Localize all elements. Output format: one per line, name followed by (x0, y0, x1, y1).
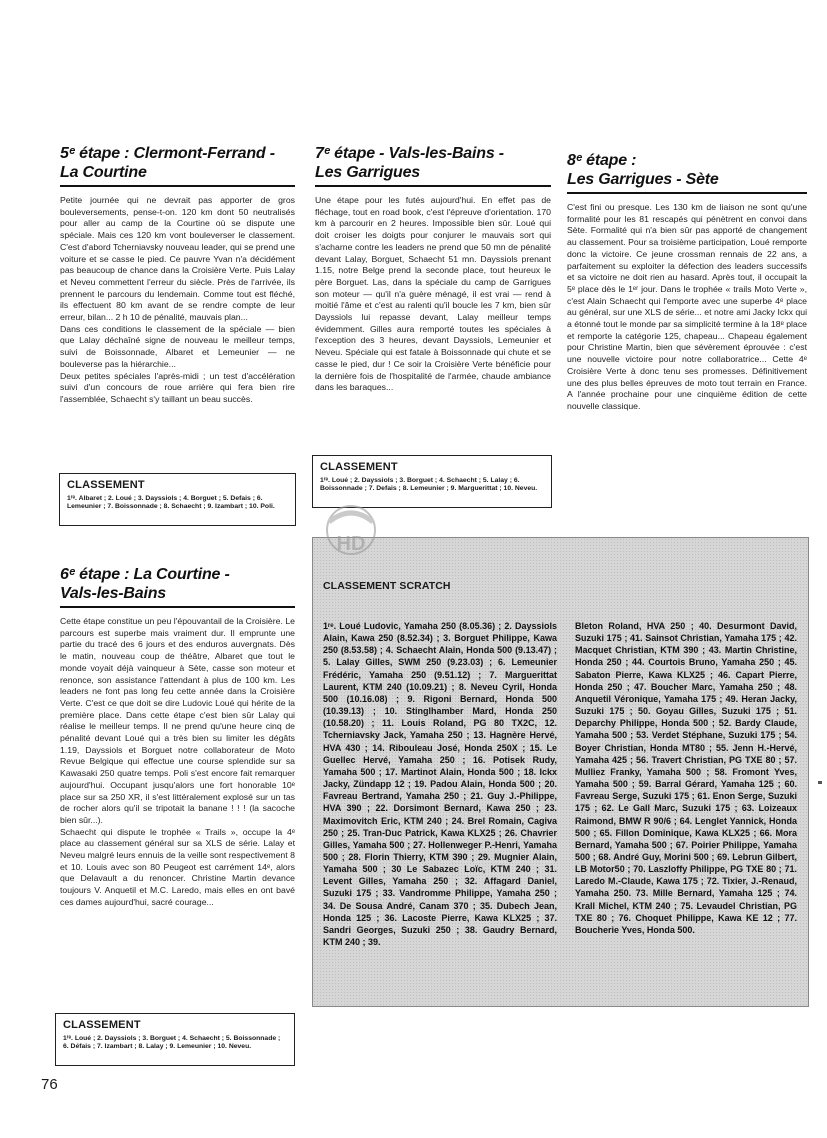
etape5-title-line1: 5ᵉ étape : Clermont-Ferrand - (60, 145, 275, 162)
etape5-section (60, 144, 295, 406)
etape5-classement-text: 1ʳᵉ. Albaret ; 2. Loué ; 3. Dayssiols ; 4. Borguet ; 5. Defais ; 6. Lemeunier ; 7. Boissonnade ; 8. Schaecht ; 9. Izambart ; 10. Poli. (67, 495, 275, 511)
classement-scratch-title: CLASSEMENT SCRATCH (323, 580, 451, 592)
etape6-title-line1: 6ᵉ étape : La Courtine - (60, 566, 230, 583)
classement-scratch-box (312, 537, 809, 1007)
etape5-title-rule (60, 185, 295, 187)
etape5-classement-box (59, 473, 296, 526)
etape7-title-rule (315, 185, 551, 187)
watermark-logo (317, 500, 385, 568)
etape8-title-rule (567, 192, 807, 194)
watermark-logo-icon (317, 500, 385, 568)
etape5-title-line2: La Courtine (60, 164, 147, 181)
etape8-title-line2: Les Garrigues - Sète (567, 171, 719, 188)
etape6-title-rule (60, 606, 295, 608)
etape8-title-line1: 8ᵉ étape : (567, 152, 637, 169)
etape7-classement-text: 1ʳᵉ. Loué ; 2. Dayssiols ; 3. Borguet ; 4. Schaecht ; 5. Lalay ; 6. Boissonnade ; 7. Defais ; 8. Lemeunier ; 9. Marguerittat ; 10. Neveu. (320, 477, 538, 493)
etape6-title (60, 565, 295, 603)
etape7-classement-title: CLASSEMENT (320, 461, 398, 473)
etape6-title-line2: Vals-les-Bains (60, 585, 166, 602)
etape6-body: Cette étape constitue un peu l'épouvantail de la Croisière. Le parcours est superbe mais vraiment dur. Il emprunte une partie du tracé des 6 jours et des enduros auvergnats. Dès le matin, nouveau coup de théâtre, Albaret que tout le monde voyait déjà vainqueur à Sète, casse son moteur et renonce, son assistance l'attendant à plus de 100 km. Les leaders ne font pas long feu cette année dans la Croisière Verte. C'est ce que doit se dire Ludovic Loué qui hérite de la première place. Dans cette étape c'est bien sûr Lalay qui réalise le meilleur temps. Il ne prend qu'une heure cinq de pénalité devant Loué qui a très bien su limiter les dégâts 1.19, Dayssiols et Borguet notre collaborateur de Moto Revue Belgique qui effectue une course splendide sur sa Kawasaki 250 quatre temps. Poli s'est encore fait remarquer aujourd'hui. Occupant jusqu'alors une fort honorable 10ᵉ place sur sa 250 XR, il s'est littéralement explosé sur un tas de rocher alors qu'il se tripotait la banane ! ! ! (la sacoche bien sûr...). Schaecht qui dispute le trophée « Trails », occupe la 4ᵉ place au classement général sur sa XLS de série. Lalay et Neveu malgré leurs ennuis de la veille sont respectivement 8 et 10. Louis avec son 80 Peugeot est carrément 14ᵉ, alors que Delavault a du renoncer. Christine Martin devance toujours V. Anquetil et M.C. Laredo, mais elles en ont bavé ces dames aujourd'hui, sacré courage... (60, 616, 295, 907)
etape5-classement-title: CLASSEMENT (67, 479, 145, 491)
etape6-section (60, 565, 295, 909)
etape7-title-line2: Les Garrigues (315, 164, 421, 181)
etape6-classement-title: CLASSEMENT (63, 1019, 141, 1031)
etape6-classement-box (55, 1013, 295, 1066)
etape8-body: C'est fini ou presque. Les 130 km de liaison ne sont qu'une formalité pour les 81 rescapés qui pénètrent en convoi dans Sète. Formalité qui n'a bien sûr pas apporté de changement au classement. Pour sa troisième participation, Loué remporte donc la victoire. Ce jeune crossman rennais de 22 ans, a parfaitement su exploiter la défection des leaders successifs et sa victoire ne doit rien au hasard. Après tout, il occupait la 5ᵉ place dès le 1ᵉʳ jour. Dans le trophée « trails Moto Verte », c'est Alain Schaecht qui l'emporte avec une superbe 4ᵉ place au général, sur une XLS de série... et notre ami Jacky Ickx qui a étonné tout le monde par sa simplicité termine à la 18ᵉ place et remporte la catégorie 125, chapeau... Chapeau également pour Christine Martin, bien que sévèrement éprouvée : c'est une nouvelle victoire pour notre collaboratrice... Cette 4ᵉ Croisière Verte à donc tenu ses promesses. Définitivement une des plus belles épreuves de moto tout terrain en France. A l'année prochaine pour une cinquième édition de cette nouvelle classique. (567, 202, 807, 411)
etape7-title-line1: 7ᵉ étape - Vals-les-Bains - (315, 145, 504, 162)
watermark-text: HD (336, 533, 366, 555)
etape7-section (315, 144, 551, 394)
page-number: 76 (41, 1076, 58, 1093)
etape5-body: Petite journée qui ne devrait pas apporter de gros bouleversements, pense-t-on. 120 km dont 50 neutralisés pour aller au camp de la Courtine où se dispute une spéciale. Mais ces 120 km vont bouleverser le classement. C'est d'abord Tcherniavsky nouveau leader, qui se prend une voiture et se casse le pied. Ce pauvre Yvan n'a décidément pas beaucoup de chance dans la Croisière Verte. Puis Lalay et Neveu commettent l'erreur du siècle. Près de l'arrivée, ils prennent le parcours du lendemain. Comme tout est fléché, ils effectuent 80 km avant de se rendre compte de leur erreur, bilan... 2 h 10 de pénalité, mauvais plan... Dans ces conditions le classement de la spéciale — bien que Lalay déchaîné signe de nouveau le meilleur temps, suivi de Boissonnade, Albaret et Lemeunier — ne bouleverse pas la hiérarchie... Deux petites spéciales l'après-midi ; un test d'accélération suivi d'un concours de roue arrière qui fera bien rire l'assemblée, Schaecht s'y taillant un beau succès. (60, 195, 295, 404)
classement-scratch-col2: Bleton Roland, HVA 250 ; 40. Desurmont David, Suzuki 175 ; 41. Sainsot Christian, Yamaha 175 ; 42. Macquet Christian, KTM 390 ; 43. Martin Christine, Honda 250 ; 44. Courtois Bruno, Yamaha 250 ; 45. Sabaton Pierre, Kawa KLX25 ; 46. Capart Pierre, Honda 250 ; 47. Boucher Marc, Yamaha 250 ; 48. Anquetil Véronique, Yamaha 175 ; 49. Heran Jacky, Suzuki 175 ; 50. Goyau Gilles, Suzuki 175 ; 51. Deparchy Philippe, Honda 500 ; 52. Bardy Claude, Yamaha 500 ; 53. Verdet Stéphane, Suzuki 175 ; 54. Boyer Christian, Honda MT80 ; 55. Jenn H.-Hervé, Yamaha 425 ; 56. Travert Christian, PG TXE 80 ; 57. Mulliez Franky, Yamaha 500 ; 58. Fromont Yves, Yamaha 500 ; 59. Barral Gérard, Yamaha 125 ; 60. Favreau Serge, Suzuki 175 ; 61. Enon Serge, Suzuki 175 ; 62. Le Gall Marc, Suzuki 175 ; 63. Loizeaux Raimond, BMW R 90/6 ; 64. Lenglet Yannick, Honda 500 ; 65. Fillon Dominique, Kawa KLX25 ; 66. Mora Bernard, Yamaha 500 ; 67. Poirier Philippe, Yamaha 500 ; 68. André Guy, Morini 500 ; 69. Lebrun Gilbert, LB Motor50 ; 70. Laszloffy Philippe, PG TXE 80 ; 71. Laredo M.-Claude, Kawa 175 ; 72. Tixier, J.-Renaud, Yamaha 250. 73. Mille Bernard, Yamaha 125 ; 74. Krall Michel, KTM 240 ; 75. Levaudel Christian, PG TXE 80 ; 76. Choquet Philippe, Kawa KE 12 ; 77. Boucherie Yves, Honda 500. (575, 621, 797, 935)
margin-mark (818, 781, 822, 784)
etape5-title (60, 144, 295, 182)
etape6-classement-text: 1ʳᵉ. Loué ; 2. Dayssiols ; 3. Borguet ; 4. Schaecht ; 5. Boissonnade ; 6. Défais ; 7. Izambart ; 8. Lalay ; 9. Lemeunier ; 10. Neveu. (63, 1035, 281, 1051)
classement-scratch-col1: 1ʳᵉ. Loué Ludovic, Yamaha 250 (8.05.36) ; 2. Dayssiols Alain, Kawa 250 (8.52.34) ; 3. Borguet Philippe, Kawa 250 (8.53.58) ; 4. Schaecht Alain, Honda 500 (9.13.47) ; 5. Lalay Gilles, SWM 250 (9.23.03) ; 6. Lemeunier Frédéric, Yamaha 250 (9.51.12) ; 7. Marguerittat Laurent, KTM 240 (10.09.21) ; 8. Neveu Cyril, Honda 500 (10.16.08) ; 9. Rigoni Bernard, Honda 500 (10.39.13) ; 10. Stinglhamber Mard, Honda 250 (10.58.20) ; 11. Louis Roland, PG 80 TX2C, 12. Tcherniavsky Jack, Yamaha 250 ; 13. Hagnère Hervé, HVA 430 ; 14. Ribouleau José, Honda 250X ; 15. Le Guellec Hervé, Yamaha 250 ; 16. Potisek Rudy, Yamaha 500 ; 17. Martinot Alain, Honda 500 ; 18. Ickx Jacky, Zündapp 12 ; 19. Padou Alain, Honda 500 ; 20. Favreau Bertrand, Yamaha 250 ; 21. Guy J.-Philippe, HVA 390 ; 22. Dorsimont Bernard, Kawa 250 ; 23. Maximovitch Eric, KTM 240 ; 24. Brel Romain, Cagiva 250 ; 25. Tran-Duc Patrick, Kawa KLX25 ; 26. Chavrier Gilles, Yamaha 500 ; 27. Hollenweger P.-Henri, Yamaha 500 ; 28. Florin Thierry, KTM 390 ; 29. Mugnier Alain, Yamaha 500 ; 30 Le Sabazec Loïc, KTM 240 ; 31. Levent Gilles, Yamaha 250 ; 32. Affagard Daniel, Suzuki 175 ; 33. Vandromme Philippe, Yamaha 250 ; 34. De Sousa André, Canam 370 ; 35. Dubech Jean, Honda 125 ; 36. Lacoste Pierre, Kawa KLX25 ; 37. Sandri Georges, Suzuki 250 ; 38. Gaudry Bernard, KTM 240 ; 39. (323, 621, 557, 948)
etape8-section (567, 151, 807, 413)
etape7-title (315, 144, 551, 182)
etape8-title (567, 151, 807, 189)
etape7-body: Une étape pour les futés aujourd'hui. En effet pas de fléchage, tout en road book, c'est l'épreuve d'orientation. 170 km à parcourir en 2 heures. Impossible bien sûr. Loué qui doit croiser les doigts pour conjurer le mauvais sort qui s'acharne contre les leaders ne prend que 50 mn de pénalité devant Lalay, Borguet, Schaecht 51 mn. Dayssiols prenant 1.15, notre Belge prend la seconde place, tout heureux le père Borguet. Las, dans la spéciale du camp de Garrigues son moteur — qu'il n'a guère ménagé, il est vrai — rend à moitié l'âme et c'est au ralenti qu'il boucle les 7 km, bien sûr Dayssiols lui repasse devant, Lalay meilleur temps évidemment. Gilles aura remporté toutes les spéciales à l'exception des 3 heures, devant Dayssiols, Lemeunier et Neveu. Spéciale qui est fatale à Boissonnade qui chute et se casse le pied, dur ! Ce soir la Croisière Verte bénéficie pour la dernière fois de l'hospitalité de l'armée, chaude ambiance dans les baraques... (315, 195, 551, 393)
